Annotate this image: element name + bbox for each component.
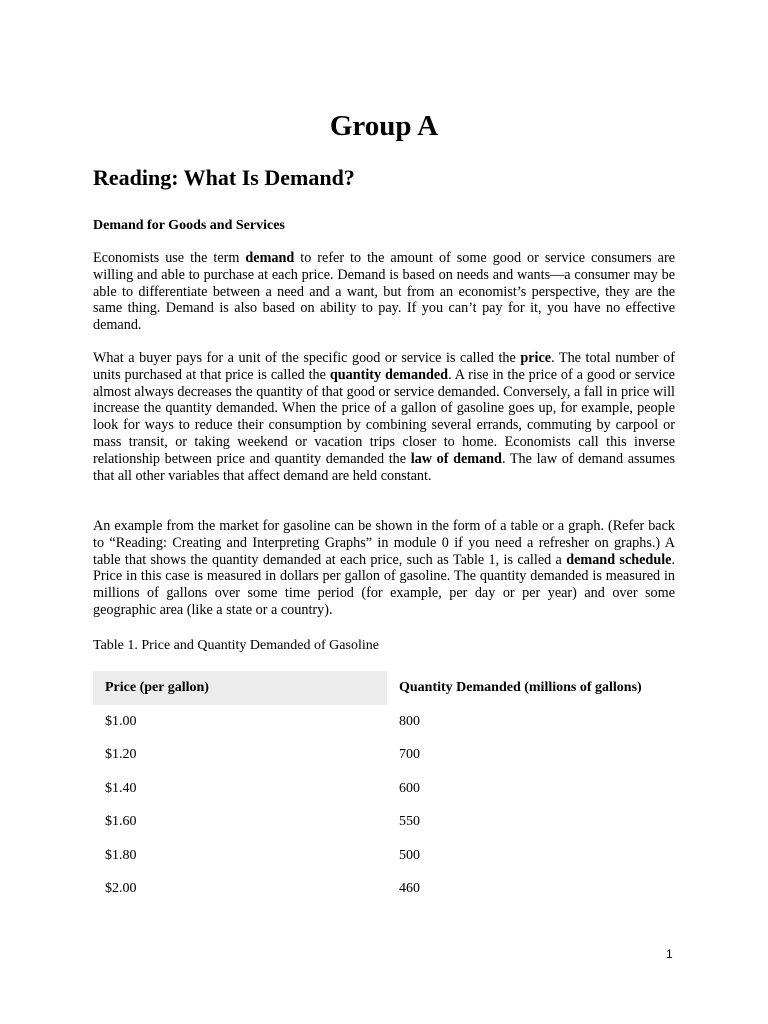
column-header-quantity: Quantity Demanded (millions of gallons) bbox=[399, 680, 642, 695]
paragraph-law-of-demand: What a buyer pays for a unit of the specific good or service is called the price. The total number of units purchased at that price is called the quantity demanded. A rise in the price of a good or service almost always decreases the quantity of that good or service demanded. Conversely, a fall in price will increase the quantity demanded. When the price of a gallon of gasoline goes up, for example, people look for ways to reduce their consumption by combining several errands, commuting by carpool or mass transit, or taking weekend or vacation trips closer to home. Economists call this inverse relationship between price and quantity demanded the law of demand. The law of demand assumes that all other variables that affect demand are held constant. bbox=[93, 350, 675, 484]
price-cell: $1.80 bbox=[105, 847, 137, 863]
table-row bbox=[93, 739, 683, 773]
demand-schedule-table bbox=[93, 671, 683, 906]
price-cell: $1.20 bbox=[105, 747, 137, 763]
price-cell: $1.60 bbox=[105, 814, 137, 830]
price-cell: $1.00 bbox=[105, 713, 137, 729]
term-demand: demand bbox=[245, 250, 295, 266]
term-law-of-demand: law of demand bbox=[410, 450, 502, 467]
reading-title: Reading: What Is Demand? bbox=[93, 165, 355, 190]
quantity-cell: 800 bbox=[399, 713, 420, 729]
quantity-cell: 550 bbox=[399, 814, 420, 830]
quantity-cell: 460 bbox=[399, 881, 420, 897]
table-row bbox=[93, 873, 683, 907]
quantity-cell: 700 bbox=[399, 747, 420, 763]
price-cell: $1.40 bbox=[105, 780, 137, 796]
table-caption: Table 1. Price and Quantity Demanded of Gasoline bbox=[93, 638, 379, 653]
price-cell: $2.00 bbox=[105, 881, 137, 897]
paragraph-demand-definition: Economists use the term demand to refer to the amount of some good or service consumers are willing and able to purchase at each price. Demand is based on needs and wants—a consumer may be able to differentiate between a need and a want, but from an economist’s perspective, they are the same thing. Demand is also based on ability to pay. If you can’t pay for it, you have no effective demand. bbox=[93, 250, 675, 334]
page-number: 1 bbox=[666, 947, 673, 961]
section-subheading: Demand for Goods and Services bbox=[93, 218, 285, 233]
paragraph-demand-schedule: An example from the market for gasoline can be shown in the form of a table or a graph. (Refer back to “Reading: Creating and Interpreting Graphs” in module 0 if you need a refresher on graphs.) A table that shows the quantity demanded at each price, such as Table 1, is called a demand schedule. Price in this case is measured in dollars per gallon of gasoline. The quantity demanded is measured in millions of gallons over some time period (for example, per day or per year) and over some geographic area (like a state or a country). bbox=[93, 518, 675, 618]
table-header-row bbox=[93, 671, 683, 705]
group-title: Group A bbox=[329, 110, 439, 142]
table-row bbox=[93, 839, 683, 873]
quantity-cell: 600 bbox=[399, 780, 420, 796]
term-quantity-demanded: quantity demanded bbox=[329, 366, 449, 383]
quantity-cell: 500 bbox=[399, 847, 420, 863]
column-header-price: Price (per gallon) bbox=[93, 671, 387, 705]
term-price: price bbox=[520, 350, 552, 366]
table-row bbox=[93, 705, 683, 739]
table-row bbox=[93, 806, 683, 840]
table-row bbox=[93, 772, 683, 806]
term-demand-schedule: demand schedule bbox=[566, 551, 672, 568]
